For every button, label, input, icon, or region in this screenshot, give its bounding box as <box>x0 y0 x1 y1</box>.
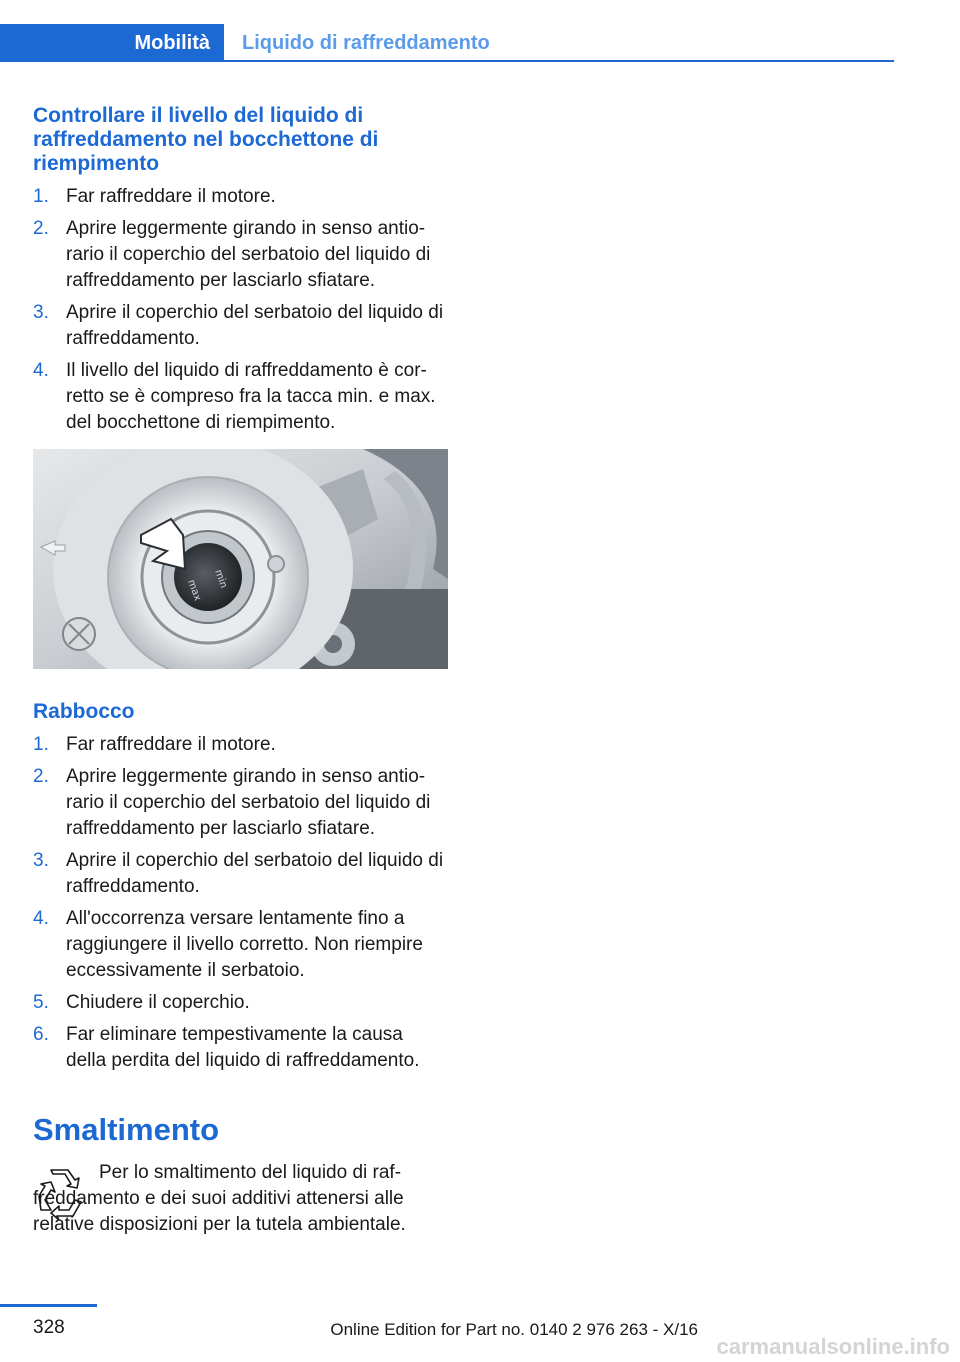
step-text: All'occorrenza versare lentamente fino a raggiungere il livello corretto. Non riempire eccessivamente il serbatoio. <box>66 908 423 981</box>
step-text: Chiudere il coperchio. <box>66 992 250 1013</box>
check-steps-list <box>33 184 448 436</box>
step-number: 1. <box>33 186 49 207</box>
step-number: 3. <box>33 302 49 323</box>
step-number: 2. <box>33 218 49 239</box>
max-mark-label: max <box>185 578 203 603</box>
edition-note: Online Edition for Part no. 0140 2 976 263 - X/16 <box>330 1320 698 1339</box>
topic-tab[interactable]: Liquido di raffreddamento <box>242 32 490 54</box>
refill-section-title: Rabbocco <box>33 700 135 723</box>
step-text: Far raffreddare il motore. <box>66 186 276 207</box>
list-item <box>33 764 448 842</box>
step-number: 4. <box>33 360 49 381</box>
list-item <box>33 906 448 984</box>
list-item <box>33 1022 448 1074</box>
refill-section <box>33 700 448 1080</box>
watermark: carmanualsonline.info <box>716 1334 950 1359</box>
check-section-title: Controllare il livello del liquido di raffreddamento nel bocchettone di riempimento <box>33 104 379 175</box>
list-item <box>33 990 448 1016</box>
page-header <box>0 0 960 70</box>
step-number: 4. <box>33 908 49 929</box>
disposal-text: Per lo smaltimento del liquido di raffreddamento e dei suoi additivi attenersi alle relative disposizioni per la tutela ambientale. <box>33 1162 406 1235</box>
list-item <box>33 300 448 352</box>
coolant-reservoir-figure <box>33 449 448 669</box>
step-text: Far raffreddare il motore. <box>66 734 276 755</box>
page-number: 328 <box>33 1317 65 1338</box>
step-text: Il livello del liquido di raffreddamento è corretto se è compreso fra la tacca min. e max. del bocchettone di riempimento. <box>66 360 436 433</box>
step-text: Far eliminare tempestivamente la causa della perdita del liquido di raffreddamento. <box>66 1024 420 1071</box>
list-item <box>33 184 448 210</box>
disposal-title: Smaltimento <box>33 1112 220 1147</box>
header-divider <box>224 60 894 62</box>
list-item <box>33 216 448 294</box>
step-text: Aprire leggermente girando in senso antiorario il coperchio del serbatoio del liquido di raffreddamento per lasciarlo sfiatare. <box>66 766 431 839</box>
step-number: 2. <box>33 766 49 787</box>
list-item <box>33 358 448 436</box>
list-item <box>33 732 448 758</box>
chapter-tab[interactable]: Mobilità <box>0 24 224 62</box>
step-number: 1. <box>33 734 49 755</box>
check-section <box>33 104 448 442</box>
footer-divider <box>0 1304 97 1307</box>
list-item <box>33 848 448 900</box>
step-number: 6. <box>33 1024 49 1045</box>
step-number: 5. <box>33 992 49 1013</box>
min-mark-label: min <box>212 568 229 590</box>
step-number: 3. <box>33 850 49 871</box>
refill-steps-list <box>33 732 448 1074</box>
step-text: Aprire il coperchio del serbatoio del liquido di raffreddamento. <box>66 302 444 349</box>
step-text: Aprire il coperchio del serbatoio del liquido di raffreddamento. <box>66 850 444 897</box>
step-text: Aprire leggermente girando in senso antiorario il coperchio del serbatoio del liquido di raffreddamento per lasciarlo sfiatare. <box>66 218 431 291</box>
